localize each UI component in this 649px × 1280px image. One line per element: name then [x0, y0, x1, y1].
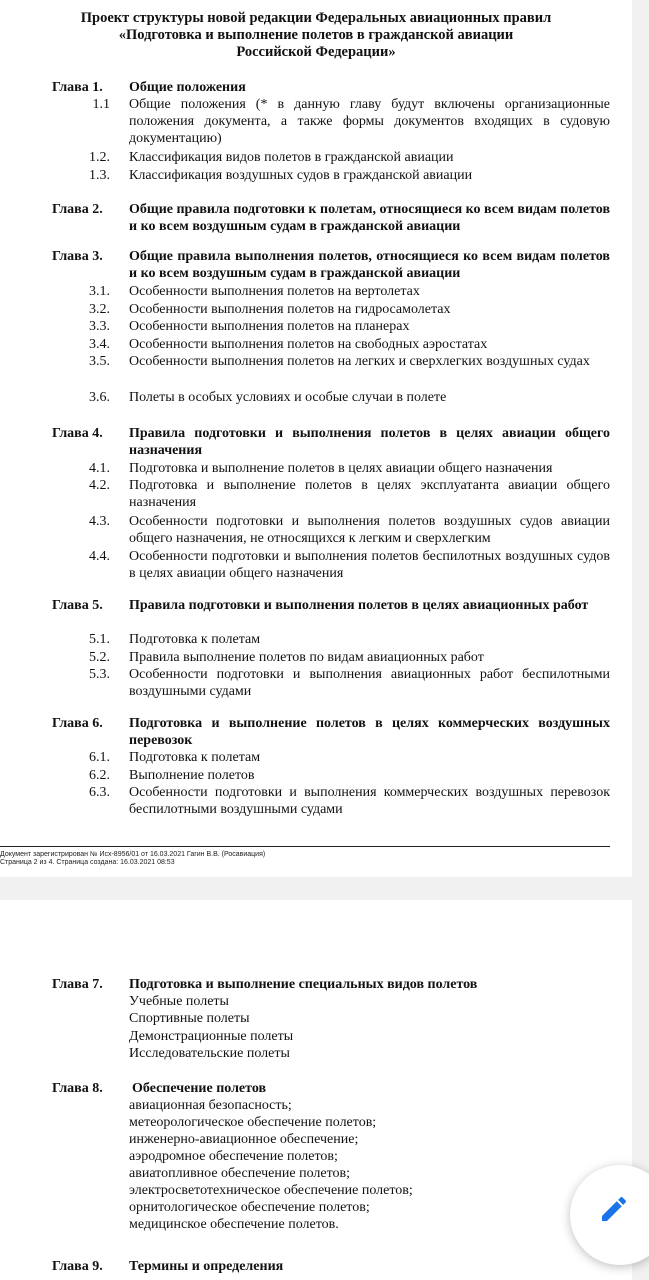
title-line: Проект структуры новой редакции Федеральных авиационных правил [80, 10, 552, 26]
item-number: 3.2. [89, 302, 110, 317]
list-item: аэродромное обеспечение полетов; [129, 1149, 338, 1164]
item-number: 1.1 [92, 97, 110, 112]
item-text: Особенности выполнения полетов на гидросамолетах [129, 302, 451, 317]
list-item: Спортивные полеты [129, 1011, 250, 1026]
list-item: метеорологическое обеспечение полетов; [129, 1115, 377, 1130]
item-number: 4.1. [89, 461, 110, 476]
item-text: Классификация видов полетов в гражданской авиации [129, 150, 454, 165]
item-text: Подготовка к полетам [129, 750, 261, 765]
footer-page-info: Страница 2 из 4. Страница создана: 16.03.2021 08:53 [0, 859, 175, 866]
item-number: 6.3. [89, 785, 110, 800]
chapter-label: Глава 8. [52, 1081, 103, 1096]
item-text: Особенности подготовки и выполнения авиационных работ беспилотными воздушными судами [129, 667, 610, 699]
chapter-label: Глава 2. [52, 202, 103, 217]
item-text: Общие положения (* в данную главу будут включены организационные положения документа, а также формы документов входящих в судовую документацию) [129, 97, 610, 146]
item-text: Особенности подготовки и выполнения полетов беспилотных воздушных судов в целях авиации общего назначения [129, 549, 610, 581]
list-item: авиатопливное обеспечение полетов; [129, 1166, 351, 1181]
item-number: 3.4. [89, 337, 110, 352]
chapter-title: Правила подготовки и выполнения полетов в целях авиации общего назначения [129, 426, 610, 458]
list-item: авиационная безопасность; [129, 1098, 292, 1113]
list-item: электросветотехническое обеспечение полетов; [129, 1183, 413, 1198]
chapter-title: Подготовка и выполнение полетов в целях коммерческих воздушных перевозок [129, 716, 610, 748]
list-item: медицинское обеспечение полетов. [129, 1217, 339, 1232]
chapter-label: Глава 1. [52, 80, 103, 95]
item-text: Правила выполнение полетов по видам авиационных работ [129, 650, 484, 665]
chapter-title: Общие правила выполнения полетов, относящиеся ко всем видам полетов и ко всем воздушным судам в гражданской авиации [129, 249, 610, 281]
chapter-label: Глава 7. [52, 977, 103, 992]
document-title [0, 10, 632, 61]
chapter-label: Глава 6. [52, 716, 103, 731]
item-number: 5.1. [89, 632, 110, 647]
item-number: 4.3. [89, 514, 110, 529]
title-line: Российской Федерации» [236, 44, 396, 60]
item-number: 1.2. [89, 150, 110, 165]
footer-registration: Документ зарегистрирован № Исх-8956/01 от 16.03.2021 Гагин В.В. (Росавиация) [0, 851, 266, 858]
item-text: Классификация воздушных судов в гражданской авиации [129, 168, 473, 183]
item-text: Подготовка и выполнение полетов в целях авиации общего назначения [129, 461, 553, 476]
item-text: Особенности подготовки и выполнения полетов воздушных судов авиации общего назначения, не относящихся к легким и сверхлегким [129, 514, 610, 546]
item-text: Полеты в особых условиях и особые случаи в полете [129, 390, 447, 405]
list-item: инженерно-авиационное обеспечение; [129, 1132, 359, 1147]
chapter-label: Глава 3. [52, 249, 103, 264]
item-number: 6.2. [89, 768, 110, 783]
chapter-title: Правила подготовки и выполнения полетов в целях авиационных работ [129, 598, 589, 613]
document-page-2 [0, 900, 632, 1280]
item-text: Особенности подготовки и выполнения коммерческих воздушных перевозок беспилотными воздушными судами [129, 785, 610, 817]
chapter-title: Термины и определения [129, 1259, 284, 1274]
item-text: Особенности выполнения полетов на свободных аэростатах [129, 337, 488, 352]
chapter-label: Глава 5. [52, 598, 103, 613]
chapter-title: Подготовка и выполнение специальных видов полетов [129, 977, 478, 992]
chapter-title: Общие положения [129, 80, 246, 95]
item-text: Подготовка и выполнение полетов в целях эксплуатанта авиации общего назначения [129, 478, 610, 510]
item-text: Подготовка к полетам [129, 632, 261, 647]
list-item: Учебные полеты [129, 994, 229, 1009]
chapter-title: Обеспечение полетов [132, 1081, 267, 1096]
list-item: Демонстрационные полеты [129, 1029, 294, 1044]
item-number: 3.6. [89, 390, 110, 405]
footer-divider [0, 846, 610, 847]
item-number: 4.4. [89, 549, 110, 564]
item-text: Особенности выполнения полетов на вертолетах [129, 284, 420, 299]
chapter-label: Глава 9. [52, 1259, 103, 1274]
item-number: 6.1. [89, 750, 110, 765]
item-text: Особенности выполнения полетов на легких и сверхлегких воздушных судах [129, 354, 590, 369]
list-item: орнитологическое обеспечение полетов; [129, 1200, 370, 1215]
item-number: 4.2. [89, 478, 110, 493]
list-item: Исследовательские полеты [129, 1046, 290, 1061]
item-number: 3.1. [89, 284, 110, 299]
item-text: Выполнение полетов [129, 768, 255, 783]
item-number: 3.5. [89, 354, 110, 369]
chapter-label: Глава 4. [52, 426, 103, 441]
title-line: «Подготовка и выполнение полетов в гражданской авиации [118, 27, 514, 43]
item-number: 5.2. [89, 650, 110, 665]
item-text: Особенности выполнения полетов на планерах [129, 319, 410, 334]
chapter-title: Общие правила подготовки к полетам, относящиеся ко всем видам полетов и ко всем воздушным судам в гражданской авиации [129, 202, 610, 234]
item-number: 1.3. [89, 168, 110, 183]
item-number: 5.3. [89, 667, 110, 682]
item-number: 3.3. [89, 319, 110, 334]
pencil-icon [598, 1193, 630, 1225]
